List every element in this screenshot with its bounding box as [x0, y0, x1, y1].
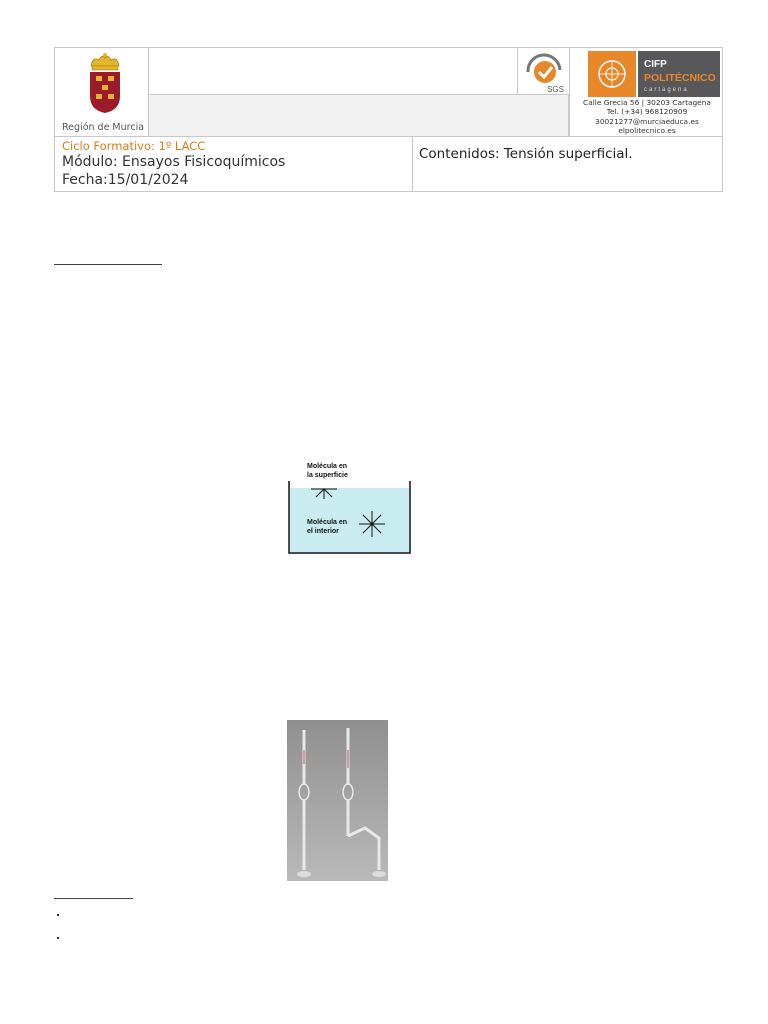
address-line: Tel. (+34) 968120909	[606, 107, 688, 117]
fecha: Fecha:15/01/2024	[62, 172, 189, 188]
sgs-certification-icon	[518, 48, 571, 96]
label-interior-2: el interior	[307, 528, 339, 535]
cifp-logo-name: POLITÉCNICO	[644, 72, 716, 84]
cifp-logo-city: cartagena	[644, 87, 689, 93]
cifp-logo-cell	[569, 47, 723, 137]
label-surface-1: Molécula en	[307, 463, 348, 470]
address-line: 30021277@murciaeduca.es	[595, 116, 699, 126]
sgs-logo-cell	[517, 47, 570, 95]
label-interior-1: Molécula en	[307, 519, 348, 526]
cifp-address	[570, 98, 724, 136]
contenidos: Contenidos: Tensión superficial.	[419, 146, 633, 162]
cifp-logo-text: CIFP	[644, 59, 667, 70]
bullet-marker	[57, 937, 59, 939]
address-line: Calle Grecia 56 | 30203 Cartagena	[583, 98, 711, 107]
label-surface-2: la superficie	[307, 472, 348, 479]
section-heading-underline-2	[54, 898, 133, 899]
sgs-label: SGS	[547, 85, 564, 94]
surface-tension-diagram	[287, 459, 412, 555]
section-heading-underline	[54, 264, 162, 265]
course-info-cell	[54, 136, 413, 192]
cifp-logo	[588, 51, 720, 97]
bullet-marker	[57, 914, 59, 916]
stalagmometer-photo	[287, 720, 388, 881]
address-line: elpolitecnico.es	[618, 126, 676, 136]
header-blank-cell-top	[148, 47, 518, 95]
ciclo-formativo: Ciclo Formativo: 1º LACC	[62, 139, 206, 153]
modulo: Módulo: Ensayos Fisicoquímicos	[62, 154, 286, 170]
document-header	[54, 47, 723, 192]
region-logo-cell	[54, 47, 149, 137]
header-blank-cell-bottom	[148, 94, 569, 137]
contents-cell	[412, 136, 723, 192]
region-name: Región de Murcia	[62, 122, 145, 133]
region-crest-icon	[85, 52, 125, 114]
